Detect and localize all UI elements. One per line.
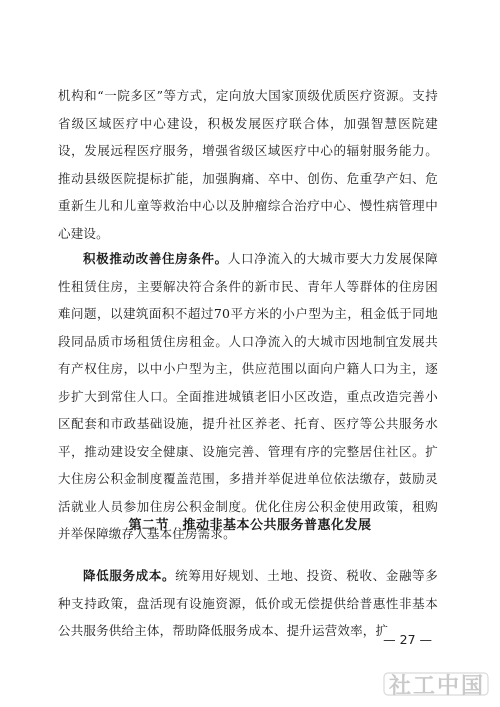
paragraph-block [58,245,438,548]
paragraph-text: 人口净流入的大城市要大力发展保障性租赁住房，主要解决符合条件的新市民、青年人等群体的住房困难问题，以建筑面积不超过70平方米的小户型为主，租金低于同地段同品质市场租赁住房租金。人口净流入的大城市因地制宜发展共有产权住房，以中小户型为主，供应范围以面向户籍人口为主，逐步扩大到常住人口。全面推进城镇老旧小区改造，重点改造完善小区配套和市政基础设施，提升社区养老、托育、医疗等公共服务水平，推动建设安全健康、设施完善、管理有序的完整居住社区。扩大住房公积金制度覆盖范围，多措并举促进单位依法缴存，鼓励灵活就业人员参加住房公积金制度。优化住房公积金使用政策，租购并举保障缴存人基本住房需求。 [58,251,439,541]
watermark-logo [382,669,492,699]
paragraph-text: 机构和“一院多区”等方式，定向放大国家顶级优质医疗资源。支持省级区域医疗中心建设，积极发展医疗联合体，加强智慧医院建设，发展远程医疗服务，增强省级区域医疗中心的辐射服务能力。推动县级医院提标扩能，加强胸痛、卒中、创伤、危重孕产妇、危重新生儿和儿童等救治中心以及肿瘤综合治疗中心、慢性病管理中心建设。 [58,88,438,241]
paragraph-lead: 降低服务成本。 [83,568,176,583]
paragraph-block [58,82,438,247]
paragraph-block [58,562,438,645]
paragraph-lead: 积极推动改善住房条件。 [83,251,228,266]
paragraph-medical-resources [58,82,438,247]
watermark-text: 社工中国 [388,673,485,699]
section-heading: 第二节 推动非基本公共服务普惠化发展 [128,518,372,533]
paragraph-housing [58,245,438,548]
page-number: — 27 — [383,632,432,647]
paragraph-text: 统筹用好规划、土地、投资、税收、金融等多种支持政策，盘活现有设施资源，低价或无偿提供给普惠性非基本公共服务供给主体，帮助降低服务成本、提升运营效率，扩 [58,568,438,638]
paragraph-service-cost [58,562,438,645]
